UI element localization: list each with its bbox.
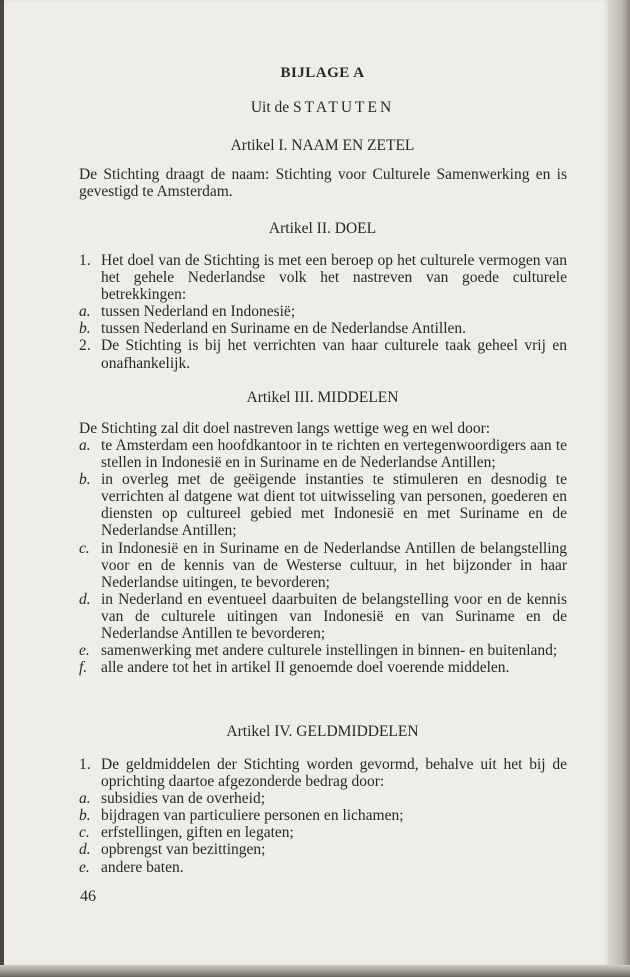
statuten-prefix: Uit de (250, 99, 290, 116)
sub-item-a (79, 303, 567, 320)
sub-item-text: tussen Nederland en Indonesië; (101, 303, 296, 321)
sub-item-b (79, 320, 567, 337)
item-text: De Stichting is bij het verrichten van haar culturele taak geheel vrij en onafhankelijk. (101, 337, 567, 372)
article-3-item-a (79, 437, 567, 471)
item-letter: d. (79, 590, 91, 608)
page-edge-right (608, 0, 630, 977)
article-2-item-2 (79, 337, 567, 371)
sub-item-text: subsidies van de overheid; (101, 790, 266, 808)
item-letter: c. (79, 539, 90, 557)
article-3-list (79, 437, 567, 676)
item-text: samenwerking met andere culturele instellingen in binnen- en buitenland; (101, 642, 558, 660)
sub-item-letter: a. (79, 303, 91, 321)
page-number: 46 (80, 888, 96, 905)
sub-item-text: tussen Nederland en Suriname en de Nederlandse Antillen. (101, 320, 466, 338)
item-text: Het doel van de Stichting is met een beroep op het culturele vermogen van het gehele Nederlandse volk het nastreven van goede culturele betrekkingen: (101, 252, 567, 304)
article-2-heading: Artikel II. DOEL (268, 220, 377, 237)
sub-item-letter: e. (79, 858, 90, 876)
article-2-list (79, 252, 567, 372)
item-letter: b. (79, 471, 91, 489)
article-3-item-b (79, 471, 567, 539)
item-number: 2. (79, 337, 91, 355)
article-2-sublist (79, 303, 567, 337)
statuten-word: STATUTEN (293, 99, 395, 116)
article-3-item-d (79, 591, 567, 642)
sub-item-letter: b. (79, 807, 91, 825)
article-4-heading: Artikel IV. GELDMIDDELEN (226, 723, 419, 740)
statuten-subtitle (40, 99, 605, 116)
sub-item-e (79, 859, 567, 876)
article-1-heading: Artikel I. NAAM EN ZETEL (230, 137, 415, 154)
sub-item-letter: c. (79, 824, 90, 842)
sub-item-b (79, 807, 567, 824)
page-title: BIJLAGE A (280, 65, 365, 81)
article-3-item-e (79, 642, 567, 659)
sub-item-a (79, 790, 567, 807)
page-edge-bottom (0, 965, 630, 977)
article-3-item-f (79, 659, 567, 676)
item-letter: e. (79, 642, 90, 660)
sub-item-letter: a. (79, 790, 91, 808)
item-text: te Amsterdam een hoofdkantoor in te richten en vertegenwoordigers aan te stellen in Indonesië en in Suriname en de Nederlandse Antillen; (101, 437, 567, 472)
sub-item-letter: b. (79, 320, 91, 338)
sub-item-letter: d. (79, 841, 91, 859)
item-text: in Nederland en eventueel daarbuiten de belangstelling voor en de kennis van de culturele uitingen van Indonesië en van Suriname en de Nederlandse Antillen te bevorderen; (101, 590, 567, 643)
sub-item-text: bijdragen van particuliere personen en lichamen; (101, 807, 404, 825)
article-3-heading: Artikel III. MIDDELEN (246, 389, 399, 406)
article-4-list (79, 756, 567, 876)
sub-item-text: andere baten. (101, 858, 184, 876)
item-text: De geldmiddelen der Stichting worden gevormd, behalve uit het bij de oprichting daartoe afgezonderde bedrag door: (101, 756, 567, 791)
sub-item-text: erfstellingen, giften en legaten; (101, 824, 294, 842)
item-letter: f. (79, 659, 88, 677)
article-2-item-1 (79, 252, 567, 337)
item-text: in overleg met de geëigende instanties te stimuleren en desnodig te verrichten al datgene wat dient tot uitwisseling van personen, goederen en diensten op cultureel gebied met Indonesië en met Suriname en de Nederlandse Antillen; (101, 471, 567, 540)
article-3-item-c (79, 540, 567, 591)
item-text: alle andere tot het in artikel II genoemde doel voerende middelen. (101, 659, 510, 677)
sub-item-c (79, 824, 567, 841)
article-1-text: De Stichting draagt de naam: Stichting voor Culturele Samenwerking en is gevestigd te Amsterdam. (79, 166, 567, 201)
item-number: 1. (79, 756, 91, 773)
article-4-sublist (79, 790, 567, 875)
sub-item-d (79, 841, 567, 858)
article-4-item-1 (79, 756, 567, 876)
article-3-intro: De Stichting zal dit doel nastreven langs wettige weg en wel door: (79, 420, 491, 437)
sub-item-text: opbrengst van bezittingen; (101, 841, 266, 859)
item-letter: a. (79, 437, 91, 454)
item-text: in Indonesië en in Suriname en de Nederlandse Antillen de belangstelling voor en de kennis van de Westerse cultuur, in het bijzonder in haar Nederlandse uitingen, te bevorderen; (101, 539, 567, 591)
item-number: 1. (79, 252, 91, 269)
